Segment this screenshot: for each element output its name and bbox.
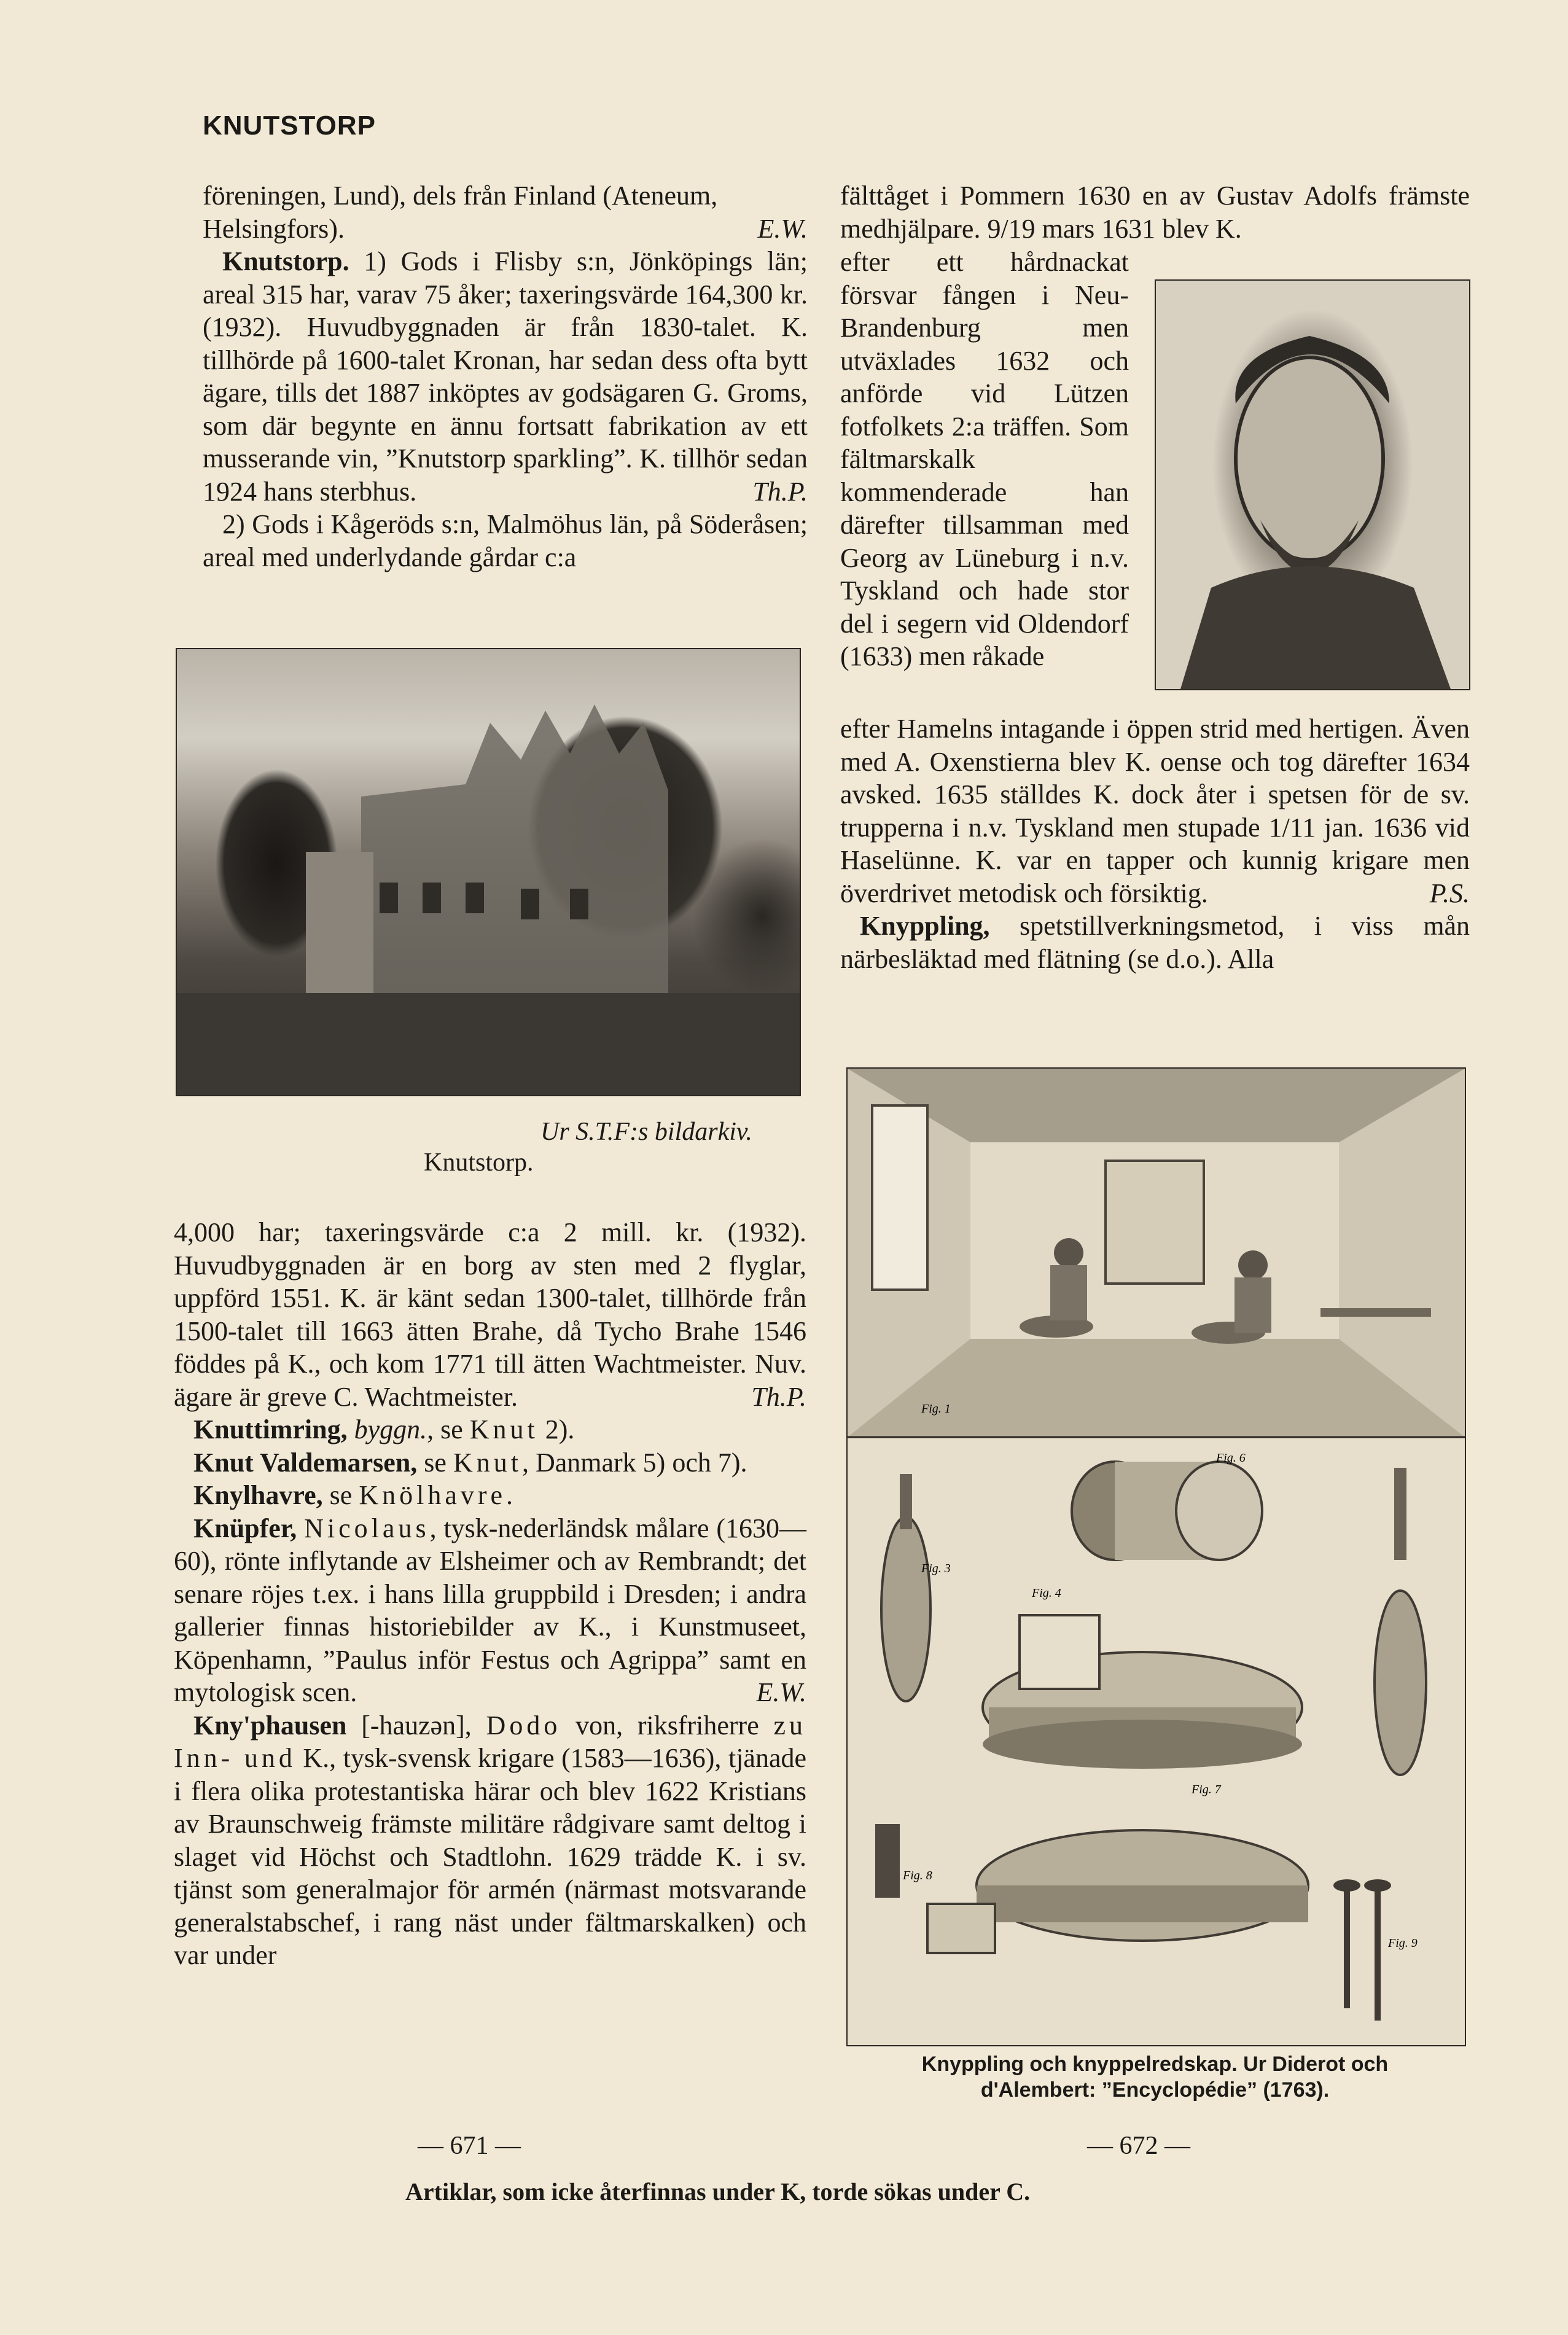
running-head: KNUTSTORP: [203, 111, 376, 141]
entry-knutstorp: Knutstorp. 1) Gods i Flisby s:n, Jönköpings län; areal 315 har, varav 75 åker; taxeringsvärde 164,300 kr. (1932). Huvudbyggnaden är från 1830-talet. K. tillhörde på 1600-talet Kronan, har sedan dess ofta bytt ägare, tills det 1887 inköptes av godsägaren G. Groms, som där begynte en ännu fortsatt fabrikation av ett musserande vin, ”Knutstorp sparkling”. K. tillhör sedan 1924 hans sterbhus. Th.P.: [203, 245, 808, 508]
fig-label: Fig. 8: [903, 1869, 932, 1882]
fig-label: Fig. 3: [921, 1562, 951, 1575]
cylinder-pillow: [1072, 1462, 1262, 1560]
entry-knyphausen-cont: efter Hamelns intagande i öppen strid med hertigen. Även med A. Oxenstierna blev K. oense och tog därefter 1634 avsked. 1635 ställdes K. dock åter i spetsen för de sv. trupperna i n.v. Tyskland men stupade 1/11 jan. 1636 vid Haselünne. K. var en tapper och kunnig krigare men överdrivet metodisk och försiktig. P.S.: [840, 712, 1470, 910]
entry-knuttimring: Knuttimring, byggn., se Knut 2).: [193, 1414, 575, 1444]
text-block: fälttåget i Pommern 1630 en av Gustav Adolfs främste medhjälpare. 9/19 mars 1631 blev K.: [840, 181, 1470, 244]
cross-reference: Knölhavre: [359, 1480, 507, 1510]
pins: [1333, 1879, 1391, 2021]
plate-illustration: [848, 1069, 1465, 2045]
entry-knyppling: Knyppling, spetstillverkningsmetod, i viss mån närbesläktad med flätning (se d.o.). Alla: [840, 911, 1470, 974]
entry-headword: Knylhavre,: [193, 1480, 323, 1510]
text-line: föreningen, Lund), dels från Finland (Ateneum,: [203, 181, 718, 211]
photo-credit: Ur S.T.F:s bildarkiv.: [540, 1118, 752, 1146]
diderot-plate: [846, 1067, 1466, 2046]
author-signature: P.S.: [1429, 878, 1470, 908]
text-block: efter ett hårdnackat försvar fången i Neu-Brandenburg men utväxlades 1632 och anförde vid Lützen fotfolkets 2:a träffen. Som fältmarskalk kommenderade han därefter tillsamman med Georg av Lüneburg i n.v. Tyskland och hade stor del i segern vid Oldendorf (1633) men råkade: [840, 247, 1129, 671]
entry-knyphausen: Kny'phausen [-hauzən], Dodo von, riksfriherre zu Inn- und K., tysk-svensk krigare (1583—1636), tjänade i flera olika protestantiska härar och blev 1622 Kristians av Braunschweig främste militäre rådgivare samt deltog i slaget vid Höchst och Stadtlohn. 1629 trädde K. i sv. tjänst som generalmajor för armén (närmast motsvarande generalstabschef, i rang näst under fältmarskalken) och var under: [174, 1710, 807, 1970]
bobbin-left: [881, 1474, 930, 1701]
cross-reference: Knut: [453, 1447, 522, 1478]
fig-label: Fig. 1: [921, 1402, 951, 1416]
entry-headword: Knyppling,: [860, 911, 990, 941]
spool: [875, 1824, 900, 1898]
fig-label: Fig. 6: [1216, 1451, 1246, 1465]
entry-knupfer: Knüpfer, Nicolaus, tysk-nederländsk målare (1630—60), rönte inflytande av Elsheimer och av Rembrandt; det senare röjes t.ex. i hans lilla gruppbild i Dresden; i andra gallerier finnas historiebilder av K., i Kunstmuseet, Köpenhamn, ”Paulus inför Festus och Agrippa” samt en mytologisk scen. E.W.: [174, 1512, 806, 1709]
photo-caption: Knutstorp.: [424, 1148, 534, 1177]
entry-headword: Knutstorp.: [222, 246, 349, 276]
entry-knut-valdemarsen: Knut Valdemarsen, se Knut, Danmark 5) och 7).: [193, 1447, 747, 1478]
right-column-wrap: [840, 246, 1129, 673]
left-column-top: [203, 179, 808, 574]
author-signature: Th.P.: [751, 1381, 806, 1412]
page-number-right: — 672 —: [1087, 2132, 1190, 2160]
portrait-illustration: [1156, 281, 1469, 689]
entry-knylhavre: Knylhavre, se Knölhavre.: [193, 1480, 513, 1510]
text-line: Helsingfors). E.W.: [203, 212, 808, 246]
fig-label: Fig. 7: [1192, 1783, 1221, 1796]
entry-headword: Knut Valdemarsen,: [193, 1447, 418, 1478]
entry-headword: Knüpfer,: [193, 1513, 297, 1543]
right-column-top: [840, 179, 1470, 245]
page-number-left: — 671 —: [418, 2132, 521, 2160]
author-signature: Th.P.: [752, 476, 808, 507]
author-signature: E.W.: [756, 1677, 806, 1707]
left-column-bottom: [174, 1216, 806, 1972]
fig-label: Fig. 4: [1032, 1586, 1061, 1600]
entry-headword: Knuttimring,: [193, 1414, 348, 1444]
plate-caption: Knyppling och knyppelredskap. Ur Diderot och d'Alembert: ”Encyclopédie” (1763).: [921, 2052, 1389, 2102]
round-pillow-2: [927, 1830, 1308, 1953]
castle-illustration: [177, 649, 800, 1095]
portrait-engraving: [1155, 279, 1470, 690]
right-column-after-portrait: [840, 712, 1470, 975]
bobbin-right: [1375, 1468, 1426, 1775]
footer-note: Artiklar, som icke återfinnas under K, torde sökas under C.: [405, 2178, 1031, 2205]
fig-label: Fig. 9: [1388, 1936, 1418, 1950]
entry-knutstorp-cont: 4,000 har; taxeringsvärde c:a 2 mill. kr. (1932). Huvudbyggnaden är en borg av sten med 2 flyglar, uppförd 1551. K. är känt sedan 1300-talet, tillhörde från 1500-talet till 1663 ätten Brahe, då Tycho Brahe 1546 föddes på K., och kom 1771 till ätten Wachtmeister. Nuv. ägare är greve C. Wachtmeister. Th.P.: [174, 1216, 806, 1413]
entry-knutstorp-2: 2) Gods i Kågeröds s:n, Malmöhus län, på Söderåsen; areal med underlydande gårdar c:a: [203, 509, 808, 572]
author-signature: E.W.: [757, 213, 808, 244]
knutstorp-photo: [176, 648, 801, 1096]
cross-reference: Knut: [469, 1414, 539, 1444]
entry-headword: Kny'phausen: [193, 1710, 347, 1741]
round-pillow-1: [983, 1615, 1302, 1769]
